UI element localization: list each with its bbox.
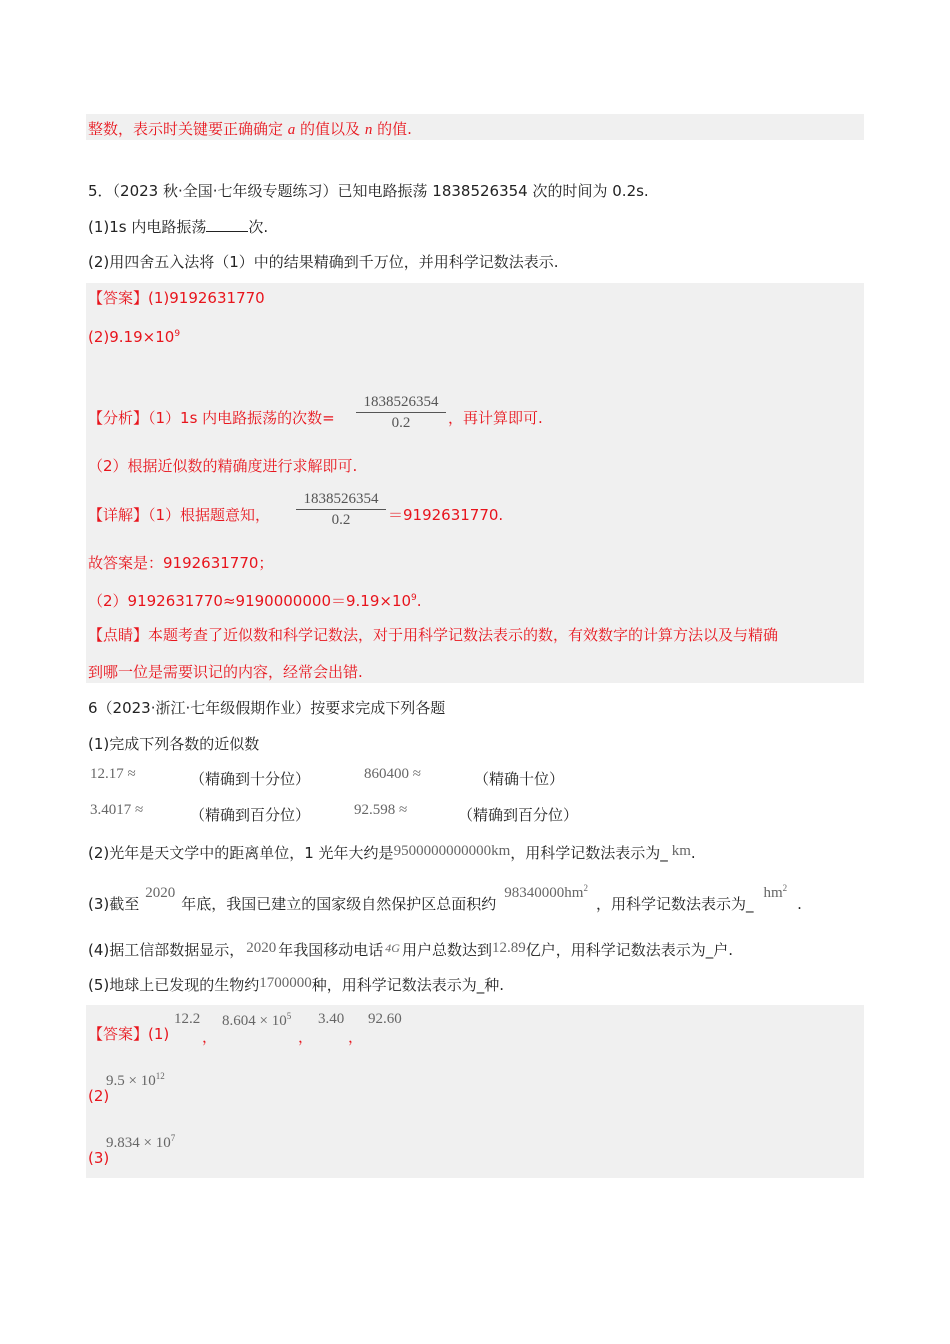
q6-row1-value2: 860400 ≈ <box>364 766 421 782</box>
q6-answer2-value: $9.5 \times 10^{12}$ <box>106 1071 165 1089</box>
q6-answer1-comma3: ， <box>348 1028 364 1046</box>
q6-part5: (5)地球上已发现的生物约1700000种，用科学记数法表示为_种. <box>88 975 505 994</box>
q5-analysis2: （2）根据近似数的精确度进行求解即可. <box>88 457 358 475</box>
q6-row2-note1: （精确到百分位） <box>190 806 311 824</box>
q5-detail-fraction: 1838526354 0.2 <box>296 490 386 529</box>
q6-row2-note2: （精确到百分位） <box>458 806 579 824</box>
q5-analysis1-tail: ，再计算即可. <box>448 409 543 427</box>
q6-answer1-val1: 12.2 <box>174 1011 201 1027</box>
q5-detail2: 故答案是：9192631770； <box>88 554 274 572</box>
q6-answer1-comma1: ， <box>202 1028 218 1046</box>
q5-detail1-tail: ＝9192631770. <box>388 506 504 524</box>
q5-part1: (1)1s 内电路振荡 次. <box>88 218 269 236</box>
q5-part2: (2)用四舍五入法将（1）中的结果精确到千万位，并用科学记数法表示. <box>88 253 559 271</box>
q6-row2-value1: 3.4017 ≈ <box>90 802 144 818</box>
q6-row1-note1: （精确到十分位） <box>190 770 311 788</box>
q6-row1-value1: 12.17 ≈ <box>90 766 136 782</box>
q5-answer2: $(2)9.19\times 10^9$ <box>88 328 181 346</box>
q5-detail1: 【详解】（1）根据题意知， <box>88 506 271 524</box>
q5-comment1: 【点睛】本题考查了近似数和科学记数法，对于用科学记数法表示的数，有效数字的计算方法以及与精确 <box>88 626 779 644</box>
top-note: 整数，表示时关键要正确确定 a 的值以及 n 的值. <box>88 120 412 138</box>
q6-answer2-label: (2) <box>88 1087 110 1105</box>
q6-answer1: 【答案】(1) <box>88 1025 170 1043</box>
q6-answer1-val2: $8.604 \times 10^5$ <box>222 1011 292 1029</box>
q5-analysis1: 【分析】（1）1s 内电路振荡的次数= <box>88 409 335 427</box>
q6-part2: (2)光年是天文学中的距离单位，1 光年大约是9500000000000km，用科学记数法表示为_ km. <box>88 843 696 862</box>
q5-detail3: $(2)9192631770\approx 9190000000=9.19\times 10^9$. <box>88 592 422 610</box>
q5-solution-block <box>86 283 864 683</box>
q5-analysis-fraction: 1838526354 0.2 <box>356 393 446 432</box>
q5-comment2: 到哪一位是需要识记的内容，经常会出错. <box>88 663 363 681</box>
q6-row2-value2: 92.598 ≈ <box>354 802 408 818</box>
q5-answer-blank <box>206 217 248 232</box>
q6-part4: (4)据工信部数据显示， 2020 年我国移动电话 $^{4G}$ 用户总数达到12.89亿户，用科学记数法表示为_户. <box>88 940 733 959</box>
q6-answer3-label: (3) <box>88 1149 110 1167</box>
q6-answer1-comma2: ， <box>298 1028 314 1046</box>
q6-header: 6（2023·浙江·七年级假期作业）按要求完成下列各题 <box>88 699 446 717</box>
q5-answer1: 【答案】(1)9192631770 <box>88 289 265 307</box>
q6-part1: (1)完成下列各数的近似数 <box>88 735 260 753</box>
q5-header: 5．（2023 秋·全国·七年级专题练习）已知电路振荡 1838526354 次的时间为 0.2s. <box>88 182 649 200</box>
q6-answer1-val4: 92.60 <box>368 1011 402 1027</box>
q6-answer1-val3: 3.40 <box>318 1011 345 1027</box>
q6-part3: (3)截至2020年底，我国已建立的国家级自然保护区总面积约$98340000hm^2$，用科学记数法表示为$\_hm^2$. <box>88 883 802 913</box>
q6-row1-note2: （精确十位） <box>474 770 565 788</box>
q6-answer3-value: $9.834 \times 10^7$ <box>106 1133 176 1151</box>
